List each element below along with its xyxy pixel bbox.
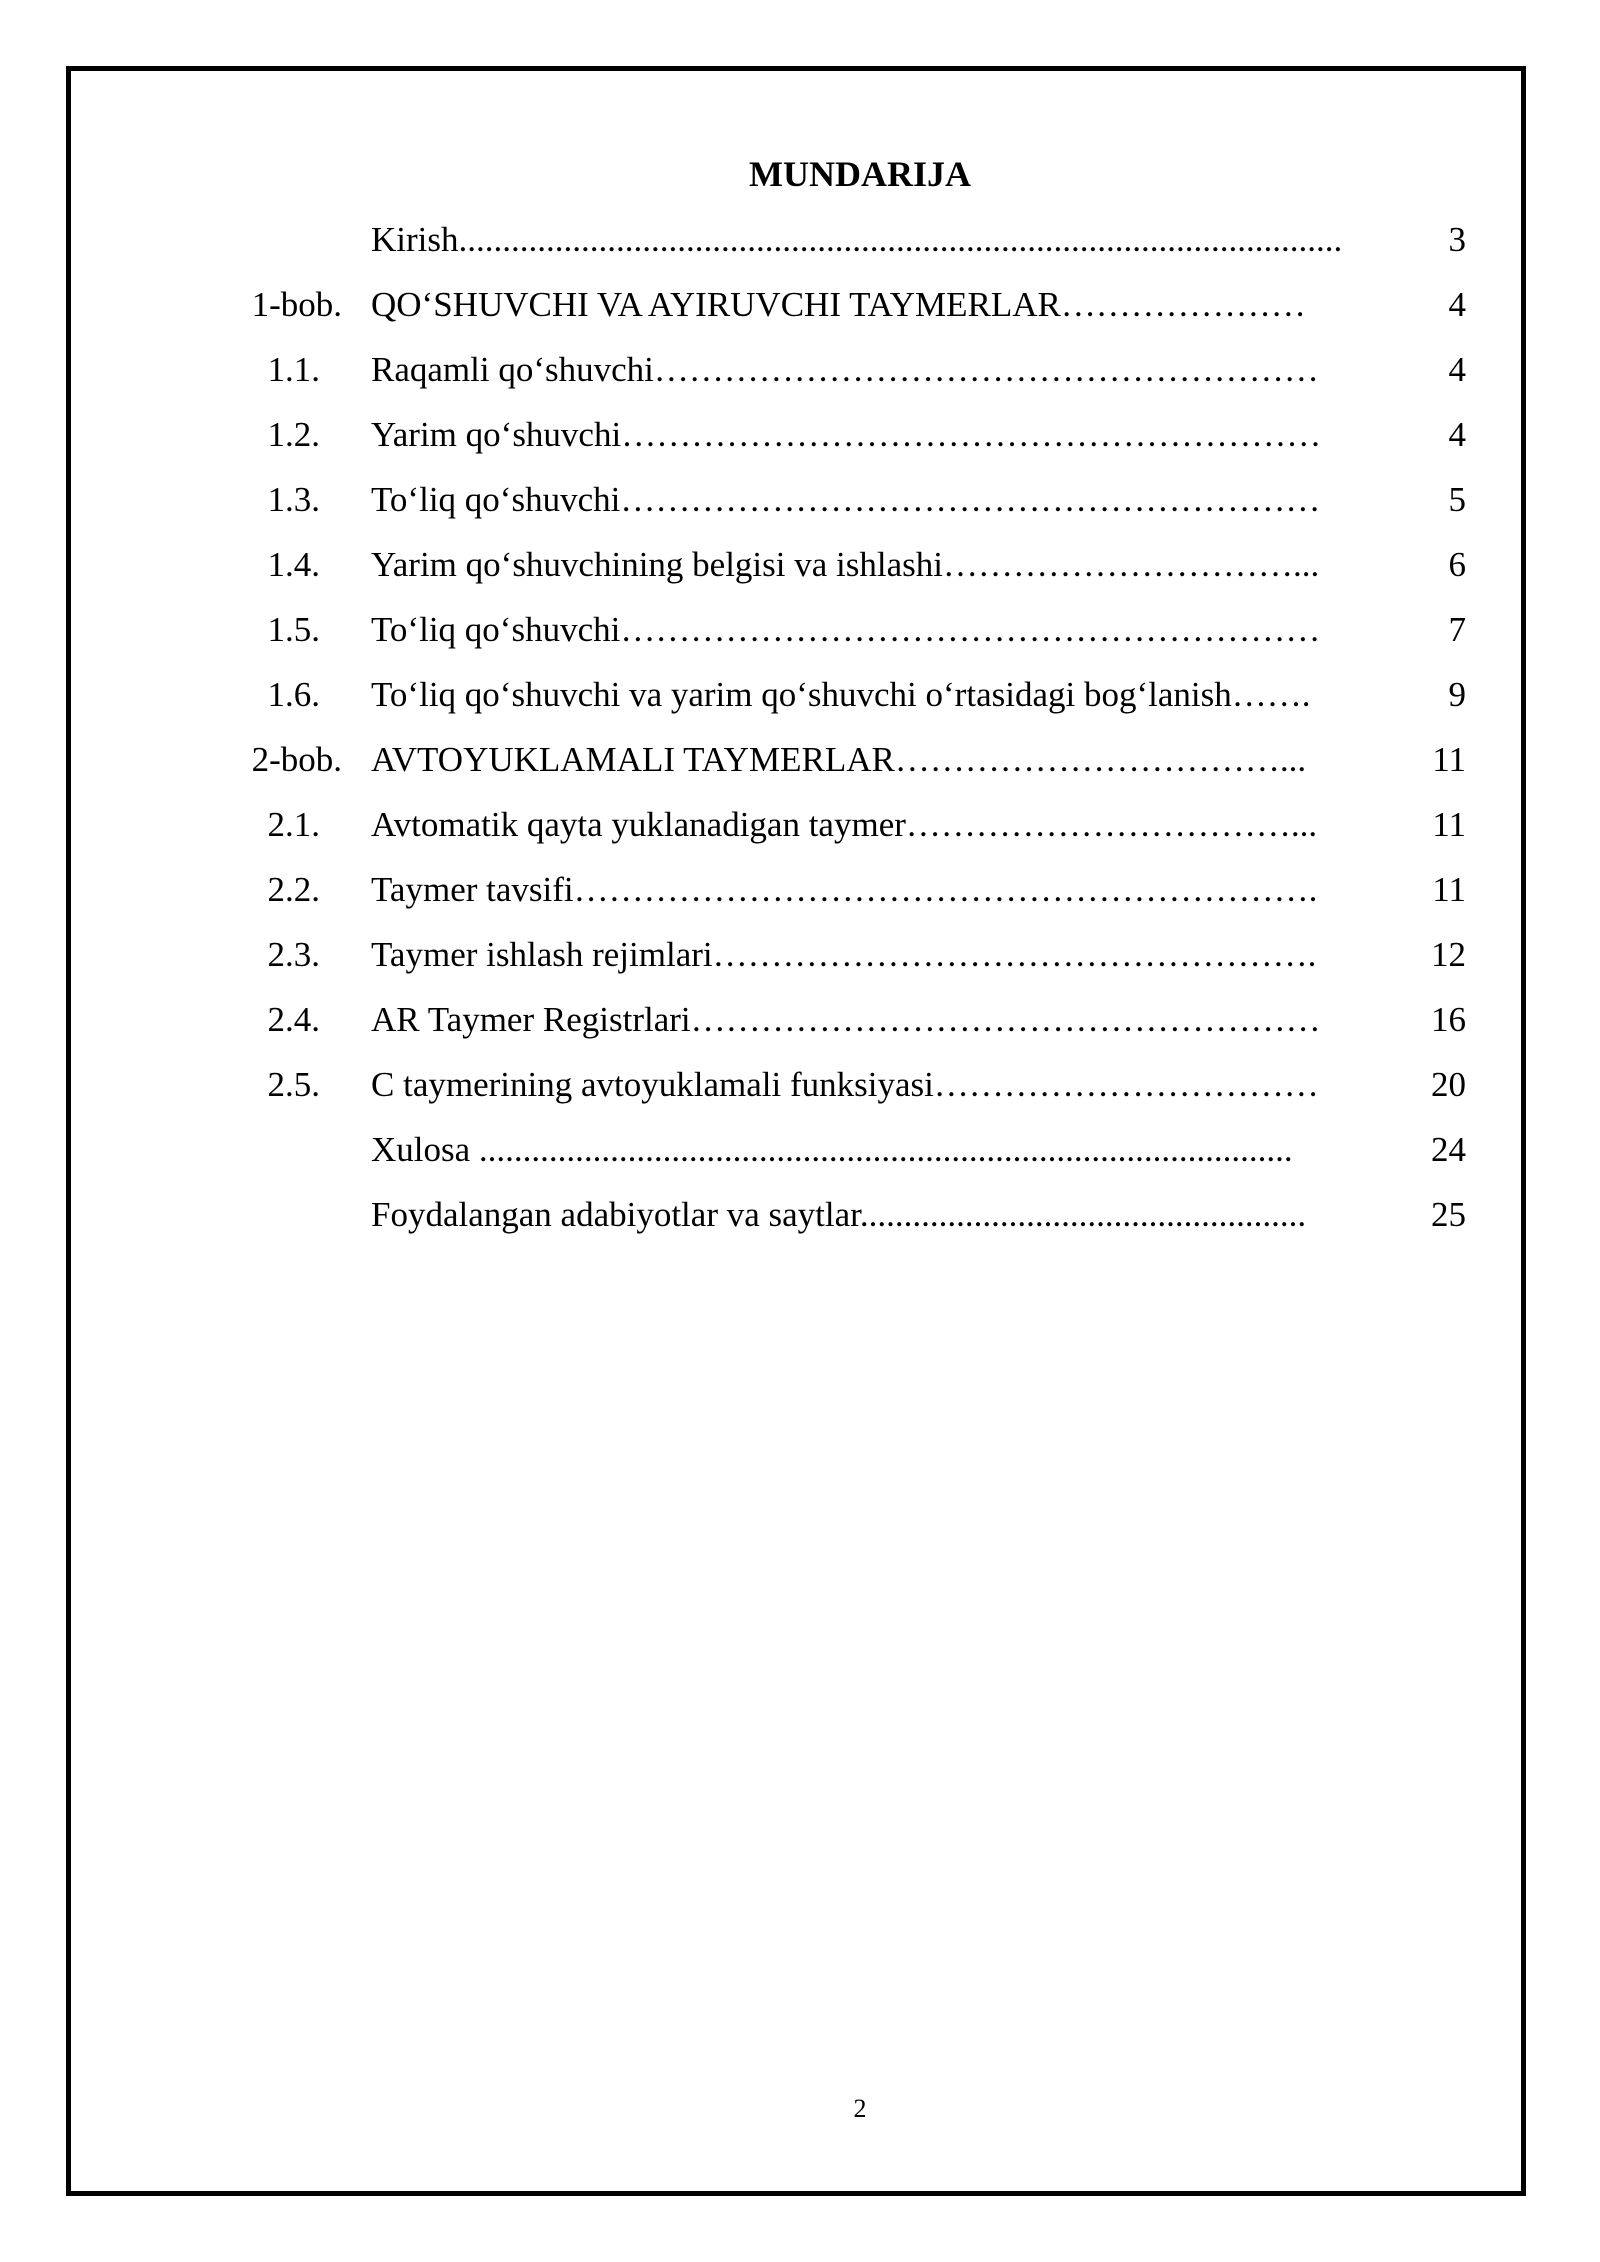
toc-entry-title: C taymerining avtoyuklamali funksiyasi……………………………	[371, 1065, 1319, 1104]
toc-entry-page: 11	[1432, 805, 1466, 844]
toc-entry-page: 6	[1448, 545, 1466, 584]
toc-entry-title: Yarim qo‘shuvchi……………………………………………………	[371, 415, 1322, 454]
toc-entry-number: 1.5.	[267, 610, 320, 649]
toc-entry-chapter-2[interactable]	[0, 735, 1600, 800]
toc-entry-number: 2.1.	[267, 805, 320, 844]
toc-entry-2-2[interactable]	[0, 865, 1600, 930]
toc-entry-2-3[interactable]	[0, 930, 1600, 995]
toc-entry-1-2[interactable]	[0, 410, 1600, 475]
toc-entry-title: To‘liq qo‘shuvchi va yarim qo‘shuvchi o‘rtasidagi bog‘lanish…….	[371, 675, 1311, 714]
toc-entry-1-1[interactable]	[0, 345, 1600, 410]
toc-entry-number: 2.4.	[267, 1000, 320, 1039]
toc-entry-number: 1.6.	[267, 675, 320, 714]
toc-entry-title: Yarim qo‘shuvchining belgisi va ishlashi…………………………...	[371, 545, 1320, 584]
toc-entry-page: 4	[1448, 350, 1466, 389]
toc-entry-2-4[interactable]	[0, 995, 1600, 1060]
toc-entry-title: Taymer tavsifi……………………………………………………….	[371, 870, 1318, 909]
toc-entry-kirish[interactable]	[0, 215, 1600, 280]
toc-entry-title: Raqamli qo‘shuvchi…………………………………………………	[371, 350, 1319, 389]
toc-entry-page: 4	[1448, 415, 1466, 454]
toc-entry-page: 11	[1432, 870, 1466, 909]
toc-entry-references[interactable]	[0, 1190, 1600, 1255]
toc-entry-number: 2.5.	[267, 1065, 320, 1104]
toc-entry-page: 3	[1448, 220, 1466, 259]
toc-entry-1-4[interactable]	[0, 540, 1600, 605]
toc-entry-1-5[interactable]	[0, 605, 1600, 670]
toc-entry-title: AVTOYUKLAMALI TAYMERLAR……………………………...	[371, 740, 1307, 779]
toc-entry-2-1[interactable]	[0, 800, 1600, 865]
toc-entry-title: To‘liq qo‘shuvchi……………………………………………………	[371, 610, 1321, 649]
toc-entry-page: 5	[1448, 480, 1466, 519]
toc-entry-page: 16	[1431, 1000, 1466, 1039]
toc-entry-page: 9	[1448, 675, 1466, 714]
toc-entry-number: 1.1.	[267, 350, 320, 389]
toc-entry-page: 11	[1432, 740, 1466, 779]
toc-entry-number: 1.3.	[267, 480, 320, 519]
page-title: MUNDARIJA	[749, 154, 971, 194]
toc-entry-chapter-1[interactable]	[0, 280, 1600, 345]
toc-entry-page: 25	[1431, 1195, 1466, 1234]
toc-entry-title: QO‘SHUVCHI VA AYIRUVCHI TAYMERLAR…………………	[371, 285, 1306, 324]
toc-entry-xulosa[interactable]	[0, 1125, 1600, 1190]
toc-entry-page: 20	[1431, 1065, 1466, 1104]
toc-entry-number: 2.2.	[267, 870, 320, 909]
toc-entry-number: 2-bob.	[251, 740, 342, 779]
toc-entry-title: To‘liq qo‘shuvchi……………………………………………………	[371, 480, 1321, 519]
toc-entry-number: 1-bob.	[251, 285, 342, 324]
toc-entry-number: 1.4.	[267, 545, 320, 584]
toc-entry-1-3[interactable]	[0, 475, 1600, 540]
toc-entry-page: 4	[1448, 285, 1466, 324]
toc-entry-page: 12	[1431, 935, 1466, 974]
toc-entry-page: 24	[1431, 1130, 1466, 1169]
toc-entry-title: Taymer ishlash rejimlari…………………………………………….	[371, 935, 1317, 974]
toc-entry-number: 2.3.	[267, 935, 320, 974]
toc-entry-2-5[interactable]	[0, 1060, 1600, 1125]
page-number: 2	[853, 2094, 867, 2123]
toc-entry-page: 7	[1448, 610, 1466, 649]
toc-entry-title: Kirish.....................................................................................................	[371, 220, 1343, 259]
table-of-contents	[0, 215, 1600, 1255]
toc-entry-1-6[interactable]	[0, 670, 1600, 735]
toc-entry-title: AR Taymer Registrlari………………………………………………	[371, 1000, 1321, 1039]
toc-entry-title: Avtomatik qayta yuklanadigan taymer……………………………...	[371, 805, 1318, 844]
toc-entry-title: Foydalangan adabiyotlar va saytlar...................................................	[371, 1195, 1307, 1234]
toc-entry-title: Xulosa .............................................................................................	[371, 1130, 1293, 1169]
toc-entry-number: 1.2.	[267, 415, 320, 454]
